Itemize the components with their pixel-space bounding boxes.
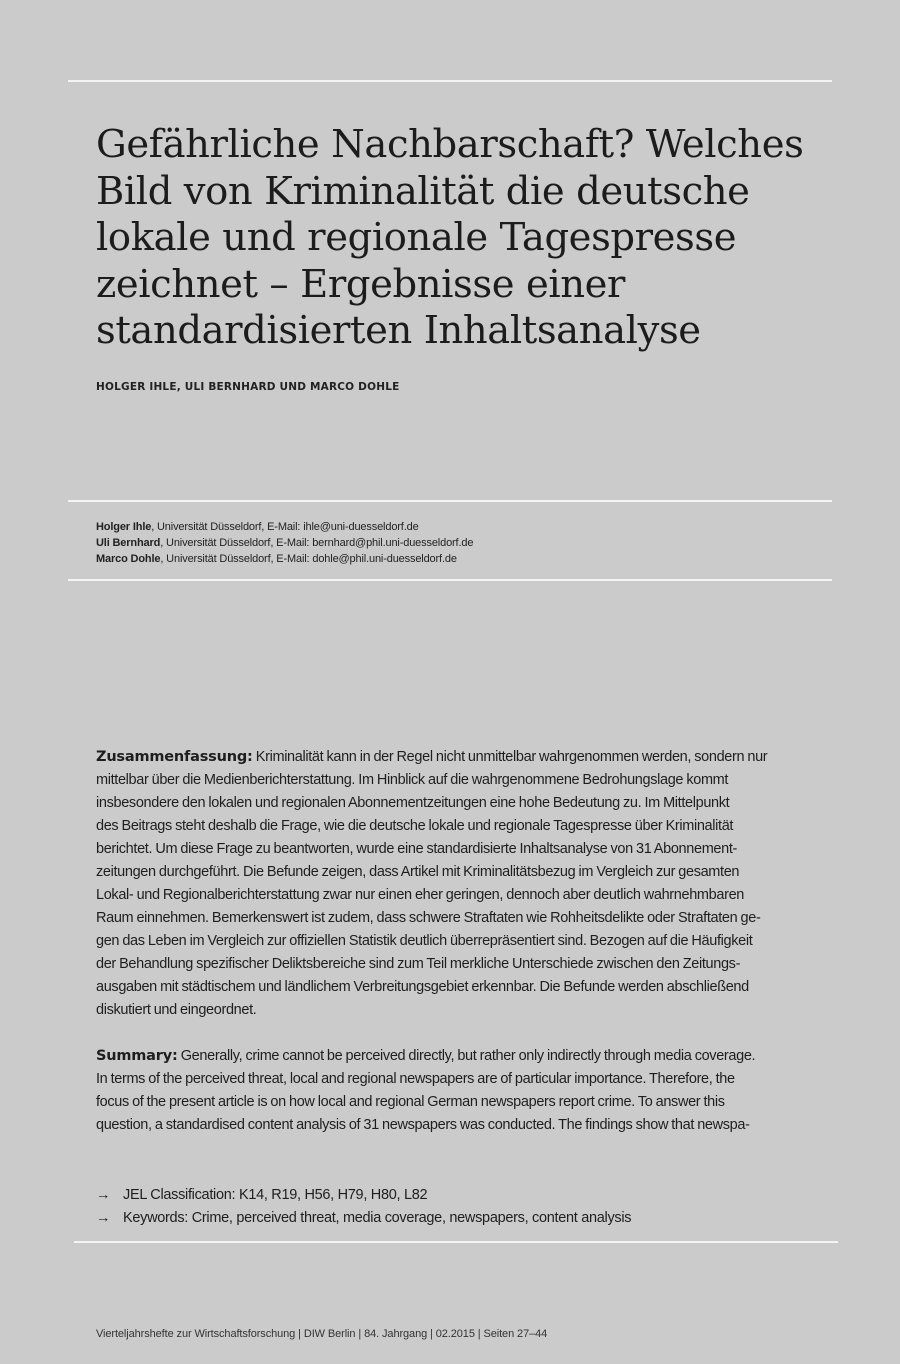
abstract-line: mittelbar über die Medienberichterstattung. Im Hinblick auf die wahrgenommene Bedrohungslage kommt <box>96 772 729 788</box>
abstract-english <box>96 1045 806 1137</box>
author-list: HOLGER IHLE, ULI BERNHARD UND MARCO DOHLE <box>96 381 400 393</box>
abstract-line: ausgaben mit städtischem und ländlichem Verbreitungsgebiet erkennbar. Die Befunde werden abschließend <box>96 979 749 995</box>
affiliation-name: Uli Bernhard <box>96 537 161 549</box>
abstract-line: diskutiert und eingeordnet. <box>96 1002 257 1018</box>
keywords <box>96 1207 816 1230</box>
title-line: standardisierten Inhaltsanalyse <box>96 308 701 353</box>
abstract-line: berichtet. Um diese Frage zu beantworten, wurde eine standardisierte Inhaltsanalyse von 31 Abonnement- <box>96 841 738 857</box>
affiliation-bottom-rule <box>68 579 832 581</box>
title-line: Bild von Kriminalität die deutsche <box>96 168 750 214</box>
title-line: zeichnet – Ergebnisse einer <box>96 261 626 307</box>
affiliation-details: , Universität Düsseldorf, E-Mail: bernhard@phil.uni-duesseldorf.de <box>160 537 474 549</box>
keywords-text: Keywords: Crime, perceived threat, media coverage, newspapers, content analysis <box>123 1210 632 1226</box>
abstract-line: focus of the present article is on how local and regional German newspapers report crime. To answer this <box>96 1094 725 1110</box>
affiliation-name: Marco Dohle <box>96 553 161 565</box>
affiliation-details: , Universität Düsseldorf, E-Mail: dohle@phil.uni-duesseldorf.de <box>160 553 457 565</box>
top-rule <box>68 80 832 82</box>
journal-footer: Vierteljahrshefte zur Wirtschaftsforschung | DIW Berlin | 84. Jahrgang | 02.2015 | Seiten 27–44 <box>96 1328 548 1340</box>
abstract-line <box>96 746 806 769</box>
abstract-line: Raum einnehmen. Bemerkenswert ist zudem, dass schwere Straftaten wie Rohheitsdelikte oder Straftaten ge- <box>96 910 761 926</box>
title-line: Gefährliche Nachbarschaft? Welches <box>96 122 804 167</box>
abstract-german-label: Zusammenfassung: <box>96 749 253 765</box>
affiliation-row <box>96 535 816 551</box>
abstract-line: insbesondere den lokalen und regionalen Abonnementzeitungen eine hohe Bedeutung zu. Im Mittelpunkt <box>96 795 730 811</box>
title-line: lokale und regionale Tagespresse <box>96 215 737 260</box>
article-title <box>96 122 836 355</box>
abstract-line-text: Generally, crime cannot be perceived directly, but rather only indirectly through media coverage. <box>177 1048 756 1064</box>
abstract-line <box>96 1045 806 1068</box>
classification-block <box>96 1184 816 1230</box>
affiliations <box>96 519 816 567</box>
abstract-line: In terms of the perceived threat, local and regional newspapers are of particular importance. Therefore, the <box>96 1071 735 1087</box>
bottom-rule <box>74 1241 838 1243</box>
affiliation-details: , Universität Düsseldorf, E-Mail: ihle@uni-duesseldorf.de <box>151 521 419 533</box>
abstract-german <box>96 746 806 1022</box>
jel-classification <box>96 1184 816 1207</box>
abstract-line: gen das Leben im Vergleich zur offiziellen Statistik deutlich überrepräsentiert sind. Bezogen auf die Häufigkeit <box>96 933 753 949</box>
affiliation-top-rule <box>68 500 832 502</box>
abstract-english-label: Summary: <box>96 1048 178 1064</box>
arrow-right-icon: → <box>96 1187 111 1203</box>
abstract-line: zeitungen durchgeführt. Die Befunde zeigen, dass Artikel mit Kriminalitätsbezug im Vergleich zur gesamten <box>96 864 740 880</box>
abstract-german-text <box>96 746 806 1022</box>
abstract-english-text <box>96 1045 806 1137</box>
arrow-right-icon: → <box>96 1210 111 1226</box>
abstract-line: question, a standardised content analysis of 31 newspapers was conducted. The findings show that newspa- <box>96 1117 750 1133</box>
jel-text: JEL Classification: K14, R19, H56, H79, H80, L82 <box>123 1187 428 1203</box>
affiliation-row <box>96 519 816 535</box>
affiliation-row <box>96 551 816 567</box>
affiliation-name: Holger Ihle <box>96 521 152 533</box>
abstract-line: der Behandlung spezifischer Deliktsbereiche sind zum Teil merkliche Unterschiede zwischen den Zeitungs- <box>96 956 741 972</box>
abstract-line-text: Kriminalität kann in der Regel nicht unmittelbar wahrgenommen werden, sondern nur <box>252 749 768 765</box>
abstract-line: des Beitrags steht deshalb die Frage, wie die deutsche lokale und regionale Tagespresse über Kriminalität <box>96 818 734 834</box>
abstract-line: Lokal- und Regionalberichterstattung zwar nur einen eher geringen, dennoch aber deutlich wahrnehmbaren <box>96 887 744 903</box>
